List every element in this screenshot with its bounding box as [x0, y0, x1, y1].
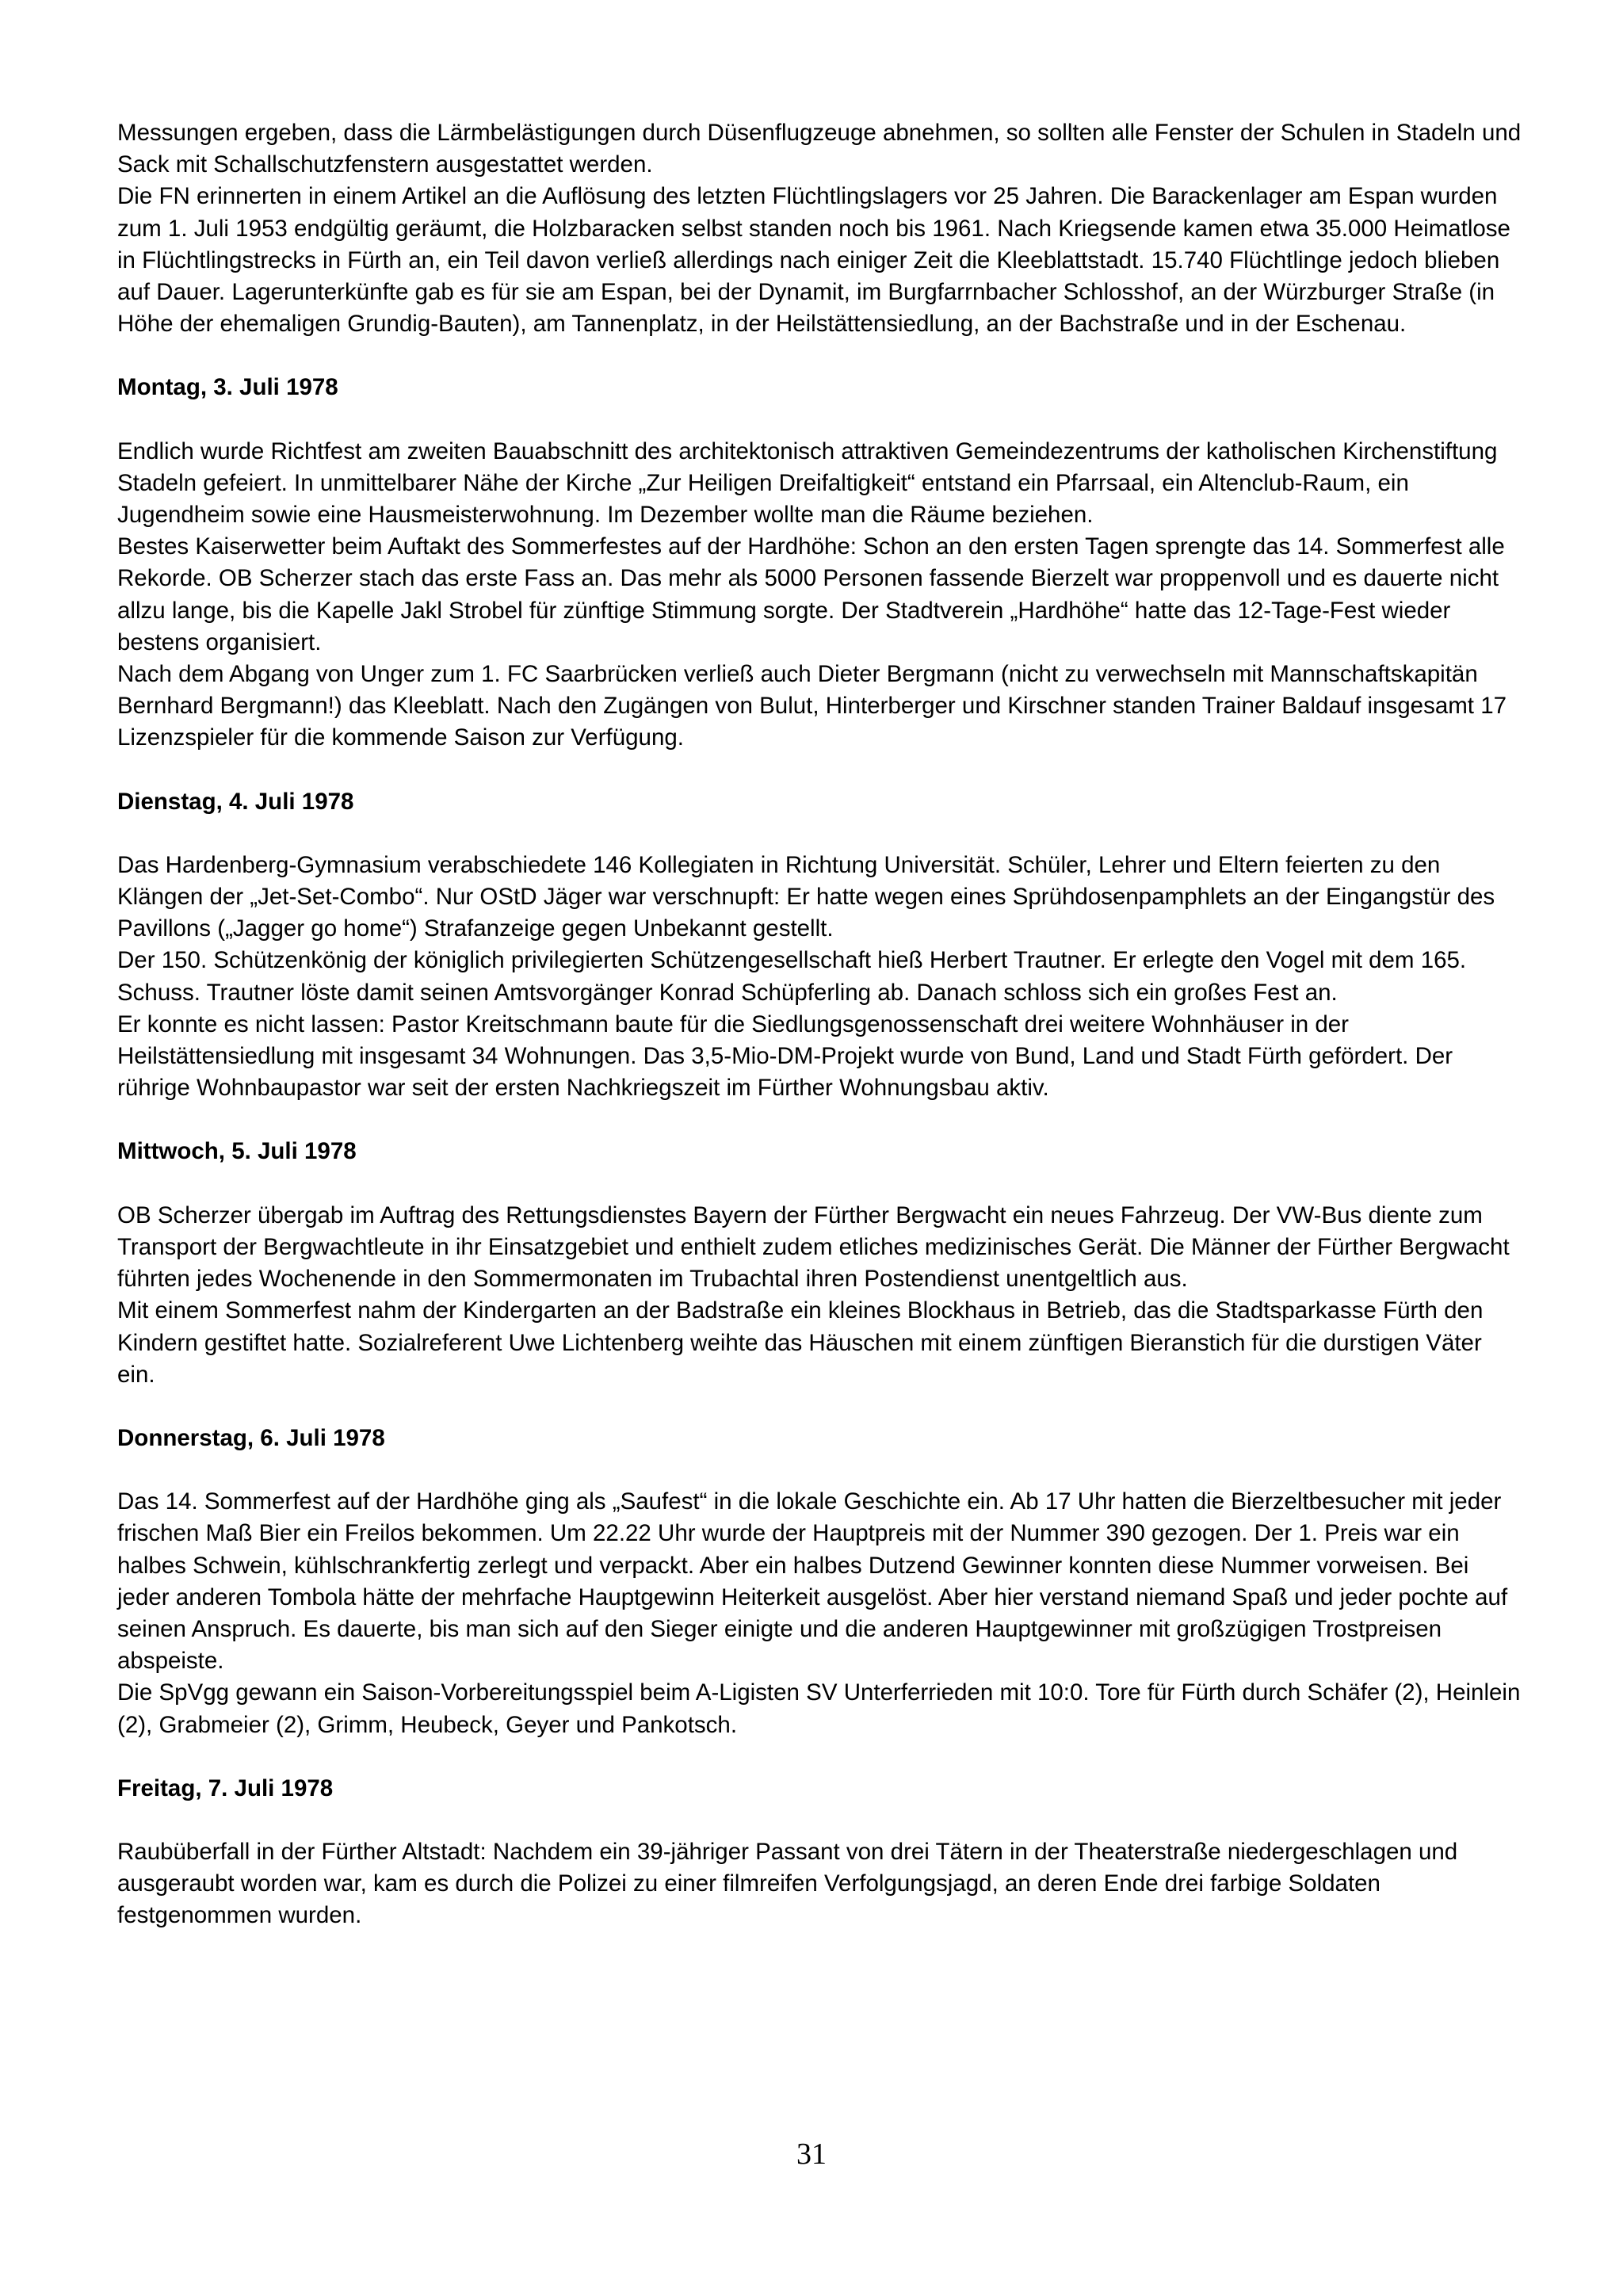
paragraph: Das Hardenberg-Gymnasium verabschiedete 146 Kollegiaten in Richtung Universität. Schüler, Lehrer und Eltern feierten zu den Klängen der „Jet-Set-Combo“. Nur OStD Jäger war verschnupft: Er hatte wegen eines Sprühdosenpamphlets an der Eingangstür des Pavillons („Jagger go home“) Strafanzeige gegen Unbekannt gestellt.	[117, 851, 1495, 942]
document-body	[117, 117, 1522, 1932]
paragraph: OB Scherzer übergab im Auftrag des Rettungsdienstes Bayern der Fürther Bergwacht ein neues Fahrzeug. Der VW-Bus diente zum Transport der Bergwachtleute in ihr Einsatzgebiet und enthielt zudem etliches medizinisches Gerät. Die Männer der Fürther Bergwacht führten jedes Wochenende in den Sommermonaten im Trubachtal ihren Postendienst unentgeltlich aus.	[117, 1201, 1510, 1293]
paragraph: Der 150. Schützenkönig der königlich privilegierten Schützengesellschaft hieß Herbert Trautner. Er erlegte den Vogel mit dem 165. Schuss. Trautner löste damit seinen Amtsvorgänger Konrad Schüpferling ab. Danach schloss sich ein großes Fest an.	[117, 947, 1467, 1006]
paragraph: Er konnte es nicht lassen: Pastor Kreitschmann baute für die Siedlungsgenossenschaft drei weitere Wohnhäuser in der Heilstättensiedlung mit insgesamt 34 Wohnungen. Das 3,5-Mio-DM-Projekt wurde von Bund, Land und Stadt Fürth gefördert. Der rührige Wohnbaupastor war seit der ersten Nachkriegszeit im Fürther Wohnungsbau aktiv.	[117, 1010, 1453, 1102]
paragraph: Bestes Kaiserwetter beim Auftakt des Sommerfestes auf der Hardhöhe: Schon an den ersten Tagen sprengte das 14. Sommerfest alle Rekorde. OB Scherzer stach das erste Fass an. Das mehr als 5000 Personen fassende Bierzelt war proppenvoll und es dauerte nicht allzu lange, bis die Kapelle Jakl Strobel für zünftige Stimmung sorgte. Der Stadtverein „Hardhöhe“ hatte das 12-Tage-Fest wieder bestens organisiert.	[117, 533, 1505, 655]
section-heading-thursday: Donnerstag, 6. Juli 1978	[117, 1424, 385, 1451]
section-heading-wednesday: Mittwoch, 5. Juli 1978	[117, 1138, 357, 1165]
section-heading-monday: Montag, 3. Juli 1978	[117, 374, 338, 401]
paragraph: Mit einem Sommerfest nahm der Kindergarten an der Badstraße ein kleines Blockhaus in Betrieb, das die Stadtsparkasse Fürth den Kindern gestiftet hatte. Sozialreferent Uwe Lichtenberg weihte das Häuschen mit einem zünftigen Bieranstich für die durstigen Väter ein.	[117, 1297, 1484, 1388]
paragraph: Nach dem Abgang von Unger zum 1. FC Saarbrücken verließ auch Dieter Bergmann (nicht zu verwechseln mit Mannschaftskapitän Bernhard Bergmann!) das Kleeblatt. Nach den Zugängen von Bulut, Hinterberger und Kirschner standen Trainer Baldauf insgesamt 17 Lizenzspieler für die kommende Saison zur Verfügung.	[117, 661, 1507, 751]
paragraph: Die FN erinnerten in einem Artikel an die Auflösung des letzten Flüchtlingslagers vor 25 Jahren. Die Barackenlager am Espan wurden zum 1. Juli 1953 endgültig geräumt, die Holzbaracken selbst standen noch bis 1961. Nach Kriegsende kamen etwa 35.000 Heimatlose in Flüchtlingstrecks in Fürth an, ein Teil davon verließ allerdings nach einiger Zeit die Kleeblattstadt. 15.740 Flüchtlinge jedoch blieben auf Dauer. Lagerunterkünfte gab es für sie am Espan, bei der Dynamit, im Burgfarrnbacher Schlosshof, an der Würzburger Straße (in Höhe der ehemaligen Grundig-Bauten), am Tannenplatz, in der Heilstättensiedlung, an der Bachstraße und in der Eschenau.	[117, 183, 1510, 338]
section-heading-tuesday: Dienstag, 4. Juli 1978	[117, 788, 354, 815]
paragraph: Das 14. Sommerfest auf der Hardhöhe ging als „Saufest“ in die lokale Geschichte ein. Ab 17 Uhr hatten die Bierzeltbesucher mit jeder frischen Maß Bier ein Freilos bekommen. Um 22.22 Uhr wurde der Hauptpreis mit der Nummer 390 gezogen. Der 1. Preis war ein halbes Schwein, kühlschrankfertig zerlegt und verpackt. Aber ein halbes Dutzend Gewinner konnten diese Nummer vorweisen. Bei jeder anderen Tombola hätte der mehrfache Hauptgewinn Heiterkeit ausgelöst. Aber hier verstand niemand Spaß und jeder pochte auf seinen Anspruch. Es dauerte, bis man sich auf den Sieger einigte und die anderen Hauptgewinner mit großzügigen Trostpreisen abspeiste.	[117, 1488, 1508, 1675]
paragraph: Raubüberfall in der Fürther Altstadt: Nachdem ein 39-jähriger Passant von drei Tätern in der Theaterstraße niedergeschlagen und ausgeraubt worden war, kam es durch die Polizei zu einer filmreifen Verfolgungsjagd, an deren Ende drei farbige Soldaten festgenommen wurden.	[117, 1838, 1458, 1929]
paragraph: Die SpVgg gewann ein Saison-Vorbereitungsspiel beim A-Ligisten SV Unterferrieden mit 10:0. Tore für Fürth durch Schäfer (2), Heinlein (2), Grabmeier (2), Grimm, Heubeck, Geyer und Pankotsch.	[117, 1679, 1521, 1738]
paragraph: Endlich wurde Richtfest am zweiten Bauabschnitt des architektonisch attraktiven Gemeindezentrums der katholischen Kirchenstiftung Stadeln gefeiert. In unmittelbarer Nähe der Kirche „Zur Heiligen Dreifaltigkeit“ entstand ein Pfarrsaal, ein Altenclub-Raum, ein Jugendheim sowie eine Hausmeisterwohnung. Im Dezember wollte man die Räume beziehen.	[117, 437, 1498, 529]
paragraph: Messungen ergeben, dass die Lärmbelästigungen durch Düsenflugzeuge abnehmen, so sollten alle Fenster der Schulen in Stadeln und Sack mit Schallschutzfenstern ausgestattet werden.	[117, 120, 1522, 178]
page-number: 31	[796, 2137, 827, 2171]
section-heading-friday: Freitag, 7. Juli 1978	[117, 1775, 334, 1801]
